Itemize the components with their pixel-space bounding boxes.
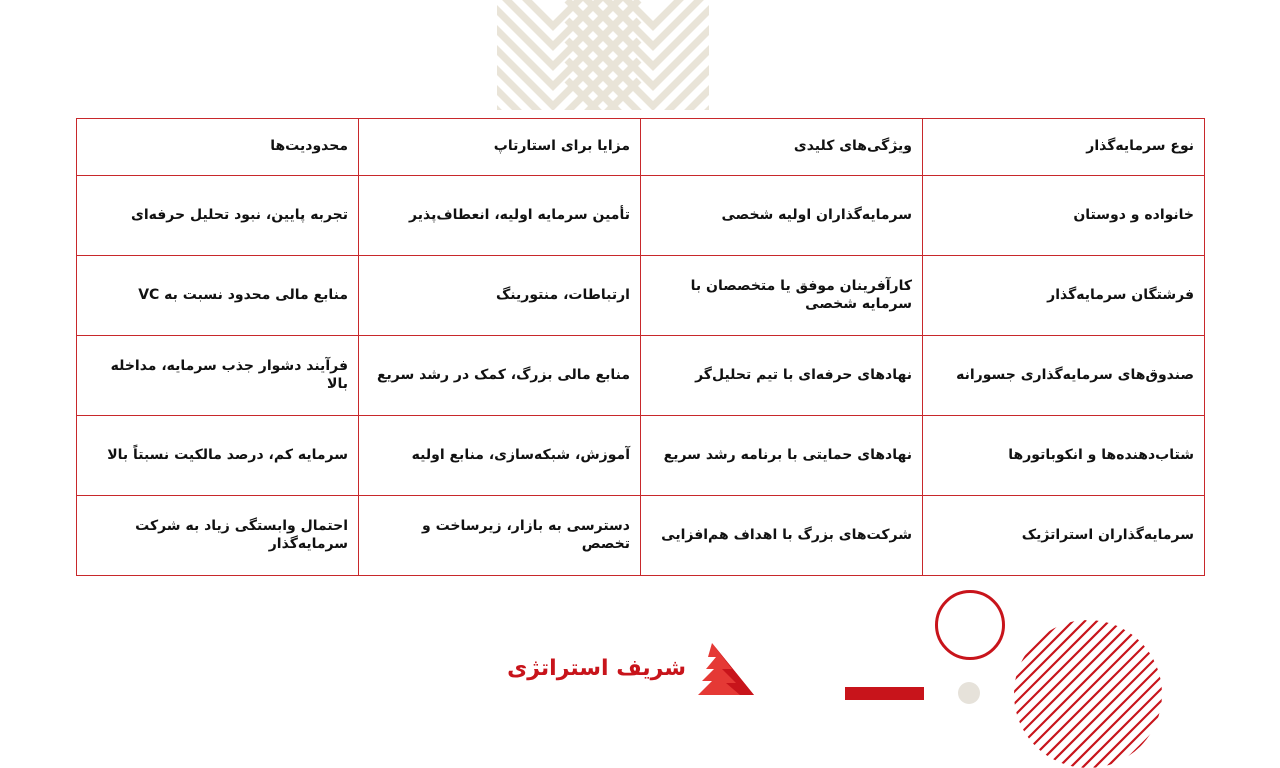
beige-dot-decoration xyxy=(958,682,980,704)
table-row xyxy=(77,256,1205,336)
table-cell: سرمایه‌گذاران استراتژیک xyxy=(923,496,1205,576)
table-cell: سرمایه کم، درصد مالکیت نسبتاً بالا xyxy=(77,416,359,496)
table-cell: فرشتگان سرمایه‌گذار xyxy=(923,256,1205,336)
table-cell: دسترسی به بازار، زیرساخت و تخصص xyxy=(359,496,641,576)
table-cell: منابع مالی محدود نسبت به VC xyxy=(77,256,359,336)
table-cell: تأمین سرمایه اولیه، انعطاف‌پذیر xyxy=(359,176,641,256)
header-limitations: محدودیت‌ها xyxy=(77,119,359,176)
striped-circle-decoration xyxy=(1014,620,1162,768)
table-cell: شتاب‌دهنده‌ها و انکوباتورها xyxy=(923,416,1205,496)
header-startup-benefits: مزایا برای استارتاپ xyxy=(359,119,641,176)
table-cell: نهادهای حرفه‌ای با تیم تحلیل‌گر xyxy=(641,336,923,416)
table-cell: سرمایه‌گذاران اولیه شخصی xyxy=(641,176,923,256)
table-row xyxy=(77,496,1205,576)
red-bar-decoration xyxy=(845,687,924,700)
table-cell: منابع مالی بزرگ، کمک در رشد سریع xyxy=(359,336,641,416)
table-cell: صندوق‌های سرمایه‌گذاری جسورانه xyxy=(923,336,1205,416)
investor-comparison-table xyxy=(76,118,1205,576)
table-cell: شرکت‌های بزرگ با اهداف هم‌افزایی xyxy=(641,496,923,576)
table-cell: فرآیند دشوار جذب سرمایه، مداخله بالا xyxy=(77,336,359,416)
table-cell: خانواده و دوستان xyxy=(923,176,1205,256)
table-header-row xyxy=(77,119,1205,176)
header-key-features: ویژگی‌های کلیدی xyxy=(641,119,923,176)
table-cell: احتمال وابستگی زیاد به شرکت سرمایه‌گذار xyxy=(77,496,359,576)
chevron-pattern-icon xyxy=(497,0,709,110)
outline-circle-decoration xyxy=(935,590,1005,660)
table-cell: نهادهای حمایتی با برنامه رشد سریع xyxy=(641,416,923,496)
header-investor-type: نوع سرمایه‌گذار xyxy=(923,119,1205,176)
table-cell: تجربه پایین، نبود تحلیل حرفه‌ای xyxy=(77,176,359,256)
table-row xyxy=(77,176,1205,256)
table-row xyxy=(77,416,1205,496)
brand-name: شریف استراتژی xyxy=(507,656,686,681)
table-cell: کارآفرینان موفق یا متخصصان با سرمایه شخصی xyxy=(641,256,923,336)
investor-comparison-table-wrapper xyxy=(76,118,1205,576)
table-cell: آموزش، شبکه‌سازی، منابع اولیه xyxy=(359,416,641,496)
table-row xyxy=(77,336,1205,416)
table-cell: ارتباطات، منتورینگ xyxy=(359,256,641,336)
sharif-strategy-logo-icon xyxy=(692,643,754,695)
